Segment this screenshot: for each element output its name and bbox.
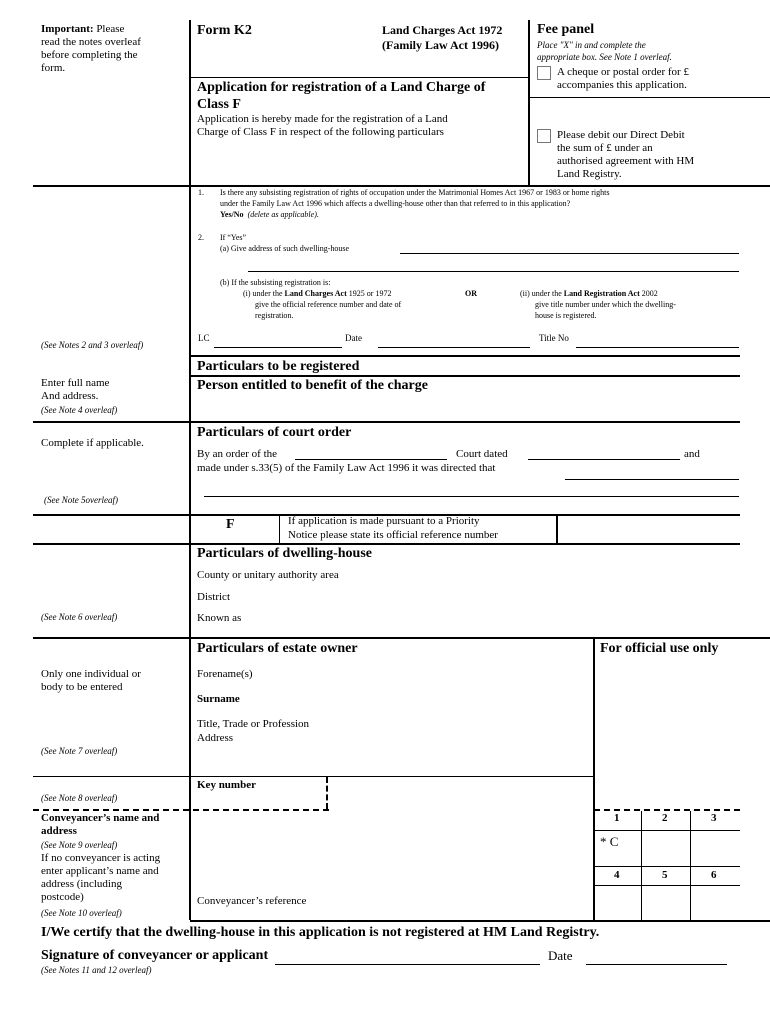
conveyancer-label: Conveyancer’s name and xyxy=(41,812,160,824)
complete-if-applicable-note: Complete if applicable. xyxy=(41,437,144,449)
f-row-bottom-rule xyxy=(33,543,740,545)
signature-label: Signature of conveyancer or applicant xyxy=(41,948,269,963)
act-line-2: (Family Law Act 1996) xyxy=(382,38,499,52)
court-text-dated: Court dated xyxy=(456,448,508,460)
particulars-registered-heading: Particulars to be registered xyxy=(197,359,360,374)
forenames-label: Forename(s) xyxy=(197,668,253,680)
fee-panel-instr-2: appropriate box. See Note 1 overleaf. xyxy=(537,52,672,62)
q2b-ii-2: give title number under which the dwelling- xyxy=(535,300,676,309)
official-cell-3: 3 xyxy=(711,812,717,824)
court-direction-line-1[interactable] xyxy=(565,479,739,480)
court-text-by-order: By an order of the xyxy=(197,448,278,460)
q1-number: 1. xyxy=(198,188,204,197)
dwelling-bottom-rule xyxy=(33,637,770,639)
priority-note-2: Notice please state its official reference number xyxy=(288,529,498,541)
q2b-i-2: give the official reference number and date of xyxy=(255,300,402,309)
court-direction-line-2[interactable] xyxy=(204,496,739,497)
conveyancer-label-2: address xyxy=(41,825,77,837)
left-column-rule xyxy=(189,20,191,920)
important-note: Important: Please read the notes overleaf before completing the form. xyxy=(41,23,141,74)
q2b-i-1: (i) under the Land Charges Act 1925 or 1972 xyxy=(243,289,392,298)
district-label: District xyxy=(197,591,230,603)
header-title-rule xyxy=(190,77,528,78)
court-date-field[interactable] xyxy=(528,459,680,460)
q1-text-1: Is there any subsisting registration of rights of occupation under the Matrimonial Homes Act 1967 or 1983 or home rights xyxy=(220,188,610,197)
court-text-2: made under s.33(5) of the Family Law Act 1996 it was directed that xyxy=(197,462,496,474)
official-grid-h2 xyxy=(594,866,740,867)
person-entitled-heading: Person entitled to benefit of the charge xyxy=(197,378,428,393)
official-cell-2: 2 xyxy=(662,812,668,824)
key-number-label: Key number xyxy=(197,779,256,791)
official-grid-h3 xyxy=(594,885,740,886)
date-label: Date xyxy=(345,333,362,343)
q2b-i-3: registration. xyxy=(255,311,294,320)
only-one-note: Only one individual or body to be entered xyxy=(41,668,141,693)
official-cell-5: 5 xyxy=(662,869,668,881)
see-note-4: (See Note 4 overleaf) xyxy=(41,405,118,415)
app-text-2: Charge of Class F in respect of the following particulars xyxy=(197,126,444,138)
see-note-7: (See Note 7 overleaf) xyxy=(41,746,118,756)
q2-number: 2. xyxy=(198,233,204,242)
see-notes-11-12: (See Notes 11 and 12 overleaf) xyxy=(41,965,152,975)
act-line-1: Land Charges Act 1972 xyxy=(382,23,503,37)
q2-if-yes: If “Yes” xyxy=(220,233,247,242)
person-bottom-rule xyxy=(33,421,740,423)
class-letter: F xyxy=(226,517,235,532)
fee-panel-rule xyxy=(530,97,770,98)
bottom-rule xyxy=(190,920,770,922)
q1-text-2: under the Family Law Act 1996 which affects a dwelling-house other than that referred to in this application? xyxy=(220,199,571,208)
conveyancer-reference-label: Conveyancer’s reference xyxy=(197,895,307,907)
app-title-2: Class F xyxy=(197,97,241,112)
lc-label: LC xyxy=(198,333,210,343)
official-cell-4: 4 xyxy=(614,869,620,881)
f-box-divider xyxy=(279,515,280,543)
surname-label: Surname xyxy=(197,693,240,705)
form-id: Form K2 xyxy=(197,23,252,38)
q2b-ii-3: house is registered. xyxy=(535,311,597,320)
official-box-left xyxy=(593,638,595,921)
app-title: Application for registration of a Land Charge of xyxy=(197,80,486,95)
known-as-label: Known as xyxy=(197,612,242,624)
see-note-8: (See Note 8 overleaf) xyxy=(41,793,118,803)
official-grid-h1 xyxy=(594,830,740,831)
title-no-label: Title No xyxy=(539,333,569,343)
fee-panel-instr-1: Place "X" in and complete the xyxy=(537,40,646,50)
header-divider xyxy=(528,20,530,186)
address-label: Address xyxy=(197,732,234,744)
official-use-heading: For official use only xyxy=(600,641,719,656)
particulars-mid-rule xyxy=(190,375,740,377)
see-note-9: (See Note 9 overleaf) xyxy=(41,840,118,850)
see-note-10: (See Note 10 overleaf) xyxy=(41,908,122,918)
q2a-address-line-2[interactable] xyxy=(248,271,739,272)
court-text-and: and xyxy=(684,448,700,460)
court-name-field[interactable] xyxy=(295,459,447,460)
q2b-or: OR xyxy=(465,289,477,298)
dwelling-heading: Particulars of dwelling-house xyxy=(197,546,372,561)
see-note-5: (See Note 5overleaf) xyxy=(44,495,118,505)
fee-panel-title: Fee panel xyxy=(537,22,595,37)
footer-date-label: Date xyxy=(548,948,573,963)
title-trade-label: Title, Trade or Profession xyxy=(197,718,310,730)
official-cell-1: 1 xyxy=(614,812,620,824)
q2a-text: (a) Give address of such dwelling-house xyxy=(220,244,350,253)
estate-bottom-rule xyxy=(33,776,593,777)
lc-field[interactable] xyxy=(214,347,342,348)
particulars-top-rule xyxy=(190,355,740,357)
signature-field[interactable] xyxy=(275,964,540,965)
enter-full-name-note: Enter full name And address. xyxy=(41,377,110,402)
official-star-c: * C xyxy=(600,834,619,849)
court-order-heading: Particulars of court order xyxy=(197,425,352,440)
header-bottom-rule xyxy=(33,185,770,187)
estate-owner-heading: Particulars of estate owner xyxy=(197,641,358,656)
q1-yesno: Yes/No (delete as applicable). xyxy=(220,210,319,219)
q2b-text: (b) If the subsisting registration is: xyxy=(220,278,331,287)
fee-opt1-l1: A cheque or postal order for £ xyxy=(557,66,689,78)
key-number-dash-h xyxy=(33,809,329,811)
see-note-6: (See Note 6 overleaf) xyxy=(41,612,118,622)
priority-box-right xyxy=(556,515,558,543)
fee-opt2: Please debit our Direct Debit the sum of £ under an authorised agreement with HM Land Registry. xyxy=(557,129,695,180)
county-label: County or unitary authority area xyxy=(197,569,339,581)
q2b-ii-1: (ii) under the Land Registration Act 2002 xyxy=(520,289,658,298)
footer-date-field[interactable] xyxy=(586,964,727,965)
direct-debit-checkbox[interactable] xyxy=(537,129,551,143)
date-field[interactable] xyxy=(378,347,530,348)
key-number-dash-v xyxy=(326,777,328,809)
fee-opt1-l2: accompanies this application. xyxy=(557,79,687,91)
cheque-checkbox[interactable] xyxy=(537,66,551,80)
no-conveyancer-note: If no conveyancer is acting enter applicant’s name and address (including postcode) xyxy=(41,852,161,903)
title-no-field[interactable] xyxy=(576,347,739,348)
certify-statement: I/We certify that the dwelling-house in this application is not registered at HM Land Registry. xyxy=(41,925,600,940)
q2a-address-line-1[interactable] xyxy=(400,253,739,254)
priority-note-1: If application is made pursuant to a Priority xyxy=(288,515,480,527)
app-text-1: Application is hereby made for the registration of a Land xyxy=(197,113,448,125)
official-cell-6: 6 xyxy=(711,869,717,881)
see-notes-2-3: (See Notes 2 and 3 overleaf) xyxy=(41,340,144,350)
official-grid-top xyxy=(594,809,740,811)
